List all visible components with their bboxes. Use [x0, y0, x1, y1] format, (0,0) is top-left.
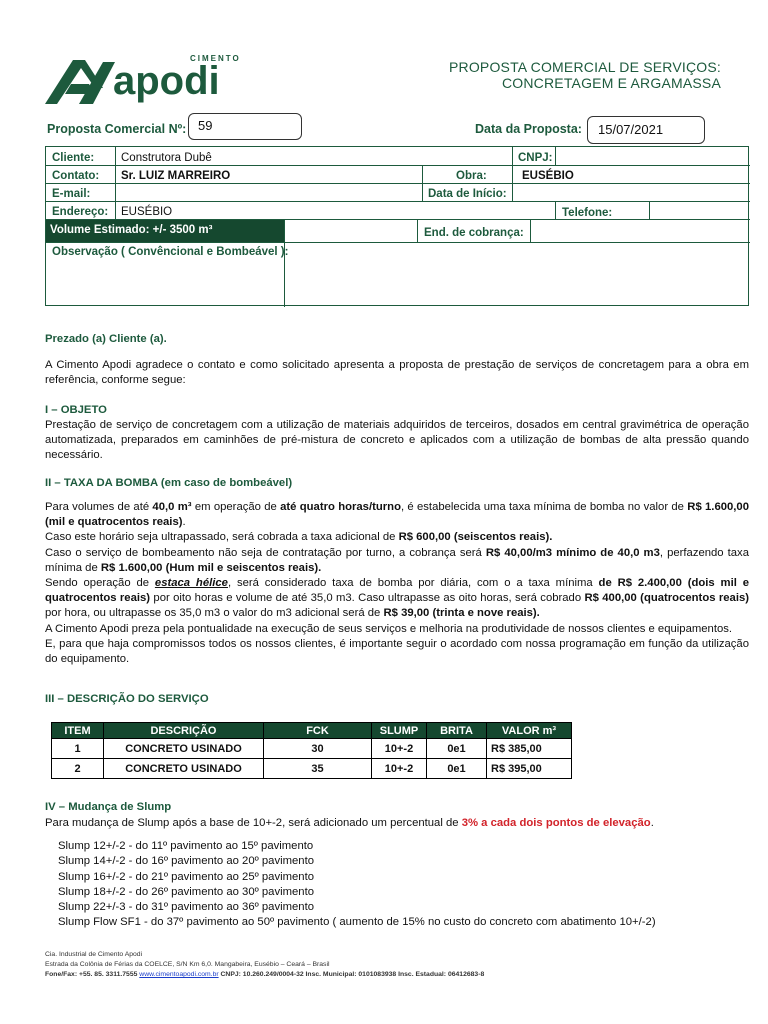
- section-servico-heading: III – DESCRIÇÃO DO SERVIÇO: [45, 693, 209, 705]
- footer: [45, 950, 745, 980]
- phone-label: Telefone:: [562, 207, 613, 219]
- greeting: Prezado (a) Cliente (a).: [45, 333, 167, 345]
- section-taxa-heading: II – TAXA DA BOMBA (em caso de bombeável): [45, 477, 293, 489]
- list-item: Slump 14+/-2 - do 16º pavimento ao 20º pavimento: [58, 855, 314, 868]
- address-label: Endereço:: [52, 206, 109, 218]
- email-label: E-mail:: [52, 188, 91, 200]
- billing-address-label: End. de cobrança:: [424, 227, 524, 239]
- section-slump-text: Para mudança de Slump após a base de 10+-2, será adicionado um percentual de 3% a cada dois pontos de elevação.: [45, 817, 654, 829]
- slump-list: [58, 839, 758, 931]
- section-objeto-heading: I – OBJETO: [45, 404, 107, 416]
- list-item: Slump Flow SF1 - do 37º pavimento ao 50º pavimento ( aumento de 15% no custo do concreto com abatimento 10+/-2): [58, 916, 656, 929]
- proposal-date-label: Data da Proposta:: [475, 122, 582, 136]
- list-item: Slump 22+/-3 - do 31º pavimento ao 36º pavimento: [58, 901, 314, 914]
- proposal-number-label: Proposta Comercial Nº:: [47, 122, 187, 136]
- list-item: Slump 12+/-2 - do 11º pavimento ao 15º pavimento: [58, 840, 314, 852]
- proposal-date-field[interactable]: 15/07/2021: [587, 116, 705, 144]
- table-row: 2 CONCRETO USINADO 35 10+-2 0e1 R$ 395,00: [52, 759, 572, 779]
- footer-company: Cia. Industrial de Cimento Apodi: [45, 951, 143, 958]
- section-objeto-text: Prestação de serviço de concretagem com a utilização de materiais adquiridos de terceiros, dosados em central gravimétrica de operação automatizada, preparados em caminhões de pré-mistura de concreto e aplicados com a utilização de bombas de alta pressão quando necessário.: [45, 419, 749, 462]
- company-logo: [45, 54, 245, 106]
- client-label: Cliente:: [52, 152, 95, 164]
- observation-label: Observação ( Convêncional e Bombeável ):: [52, 246, 289, 258]
- estimated-volume: Volume Estimado: +/- 3500 m³: [46, 220, 284, 242]
- section-taxa-text: Para volumes de até 40,0 m³ em operação de até quatro horas/turno, é estabelecida uma taxa mínima de bomba no valor de R$ 1.600,00 (mil e quatrocentos reais). Caso este horário seja ultrapassado, será cobrada a taxa adicional de R$ 600,00 (seiscentos reais). Caso o serviço de bombeamento não seja de contratação por turno, a cobrança será R$ 40,00/m3 mínimo de 40,0 m3, perfazendo taxa mínima de R$ 1.600,00 (Hum mil e seiscentos reais). Sendo operação de estaca hélice, será considerado taxa de bomba por diária, com o a taxa mínima de R$ 2.400,00 (dois mil e quatrocentos reais) por oito horas e volume de até 35,0 m3. Caso ultrapasse as oito horas, será cobrado R$ 400,00 (quatrocentos reais) por hora, ou ultrapasse os 35,0 m3 o valor do m3 adicional será de R$ 39,00 (trinta e nove reais). A Cimento Apodi preza pela pontualidade na execução de seus serviços e melhoria na produtividade de nossos clientes e equipamentos. E, para que haja compromissos todos os nossos clientes, é importante seguir o acordado com nossa programação em função da utilização do equipamento.: [45, 501, 750, 666]
- start-date-label: Data de Início:: [428, 188, 507, 200]
- contact-label: Contato:: [52, 170, 100, 182]
- proposal-number-field[interactable]: 59: [188, 113, 302, 140]
- work-site-value[interactable]: EUSÉBIO: [522, 170, 574, 182]
- address-value[interactable]: EUSÉBIO: [121, 206, 173, 218]
- intro-paragraph: A Cimento Apodi agradece o contato e como solicitado apresenta a proposta de prestação de serviços de concretagem para a obra em referência, conforme segue:: [45, 359, 749, 387]
- table-row: 1 CONCRETO USINADO 30 10+-2 0e1 R$ 385,00: [52, 739, 572, 759]
- website-link[interactable]: www.cimentoapodi.com.br: [139, 971, 219, 978]
- work-site-label: Obra:: [456, 170, 487, 182]
- logo-subtitle: CIMENTO: [190, 54, 241, 63]
- service-table-header: ITEM DESCRIÇÃO FCK SLUMP BRITA VALOR m³: [52, 723, 572, 739]
- document-title: [381, 59, 721, 91]
- list-item: Slump 18+/-2 - do 26º pavimento ao 30º pavimento: [58, 885, 314, 898]
- client-info-table: [45, 146, 749, 306]
- title-line-1: PROPOSTA COMERCIAL DE SERVIÇOS:: [448, 59, 721, 75]
- service-table: [51, 722, 572, 779]
- cnpj-label: CNPJ:: [518, 152, 553, 164]
- footer-address: Estrada da Colônia de Férias da COELCE, S/N Km 6,0. Mangabeira, Eusébio – Ceará – Brasil: [45, 961, 330, 968]
- contact-value[interactable]: Sr. LUIZ MARREIRO: [121, 170, 231, 182]
- section-slump-heading: IV – Mudança de Slump: [45, 801, 172, 813]
- footer-contact: Fone/Fax: +55. 85. 3311.7555 www.cimentoapodi.com.br CNPJ: 10.260.249/0004-32 Insc. Municipal: 0101083938 Insc. Estadual: 06412683-8: [45, 971, 485, 978]
- title-line-2: CONCRETAGEM E ARGAMASSA: [501, 75, 721, 91]
- logo-word: apodi: [113, 59, 220, 103]
- client-value[interactable]: Construtora Dubê: [121, 152, 212, 164]
- list-item: Slump 16+/-2 - do 21º pavimento ao 25º pavimento: [58, 870, 314, 883]
